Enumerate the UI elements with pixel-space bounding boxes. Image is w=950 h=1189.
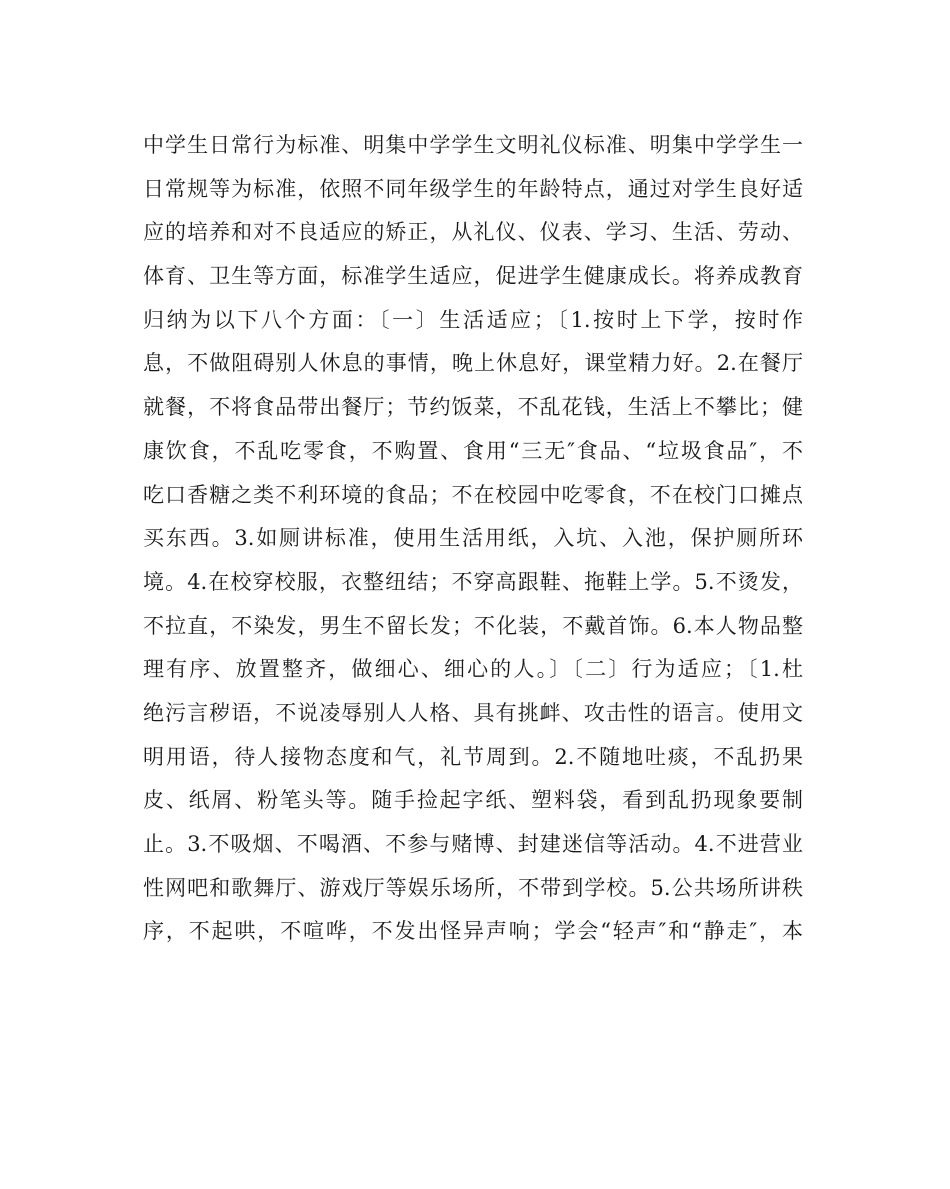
text-line-16: 皮、纸屑、粉笔头等。随手捡起字纸、塑料袋，看到乱扔现象要制 — [143, 788, 803, 813]
text-line-2: 日常规等为标准，依照不同年级学生的年龄特点，通过对学生良好适 — [143, 176, 803, 201]
text-line-15: 明用语，待人接物态度和气，礼节周到。2.不随地吐痰，不乱扔果 — [143, 744, 803, 769]
body-text — [143, 124, 803, 954]
text-line-5: 归纳为以下八个方面：〔一〕生活适应；〔1.按时上下学，按时作 — [143, 307, 803, 332]
text-line-14: 绝污言秽语，不说凌辱别人人格、具有挑衅、攻击性的语言。使用文 — [143, 700, 803, 725]
text-line-6: 息，不做阻碍别人休息的事情，晚上休息好，课堂精力好。2.在餐厅 — [143, 351, 803, 376]
text-line-9: 吃口香糖之类不利环境的食品；不在校园中吃零食，不在校门口摊点 — [143, 482, 803, 507]
text-line-11: 境。4.在校穿校服，衣整纽结；不穿高跟鞋、拖鞋上学。5.不烫发， — [143, 569, 803, 594]
text-line-7: 就餐，不将食品带出餐厅；节约饭菜，不乱花钱，生活上不攀比；健 — [143, 395, 803, 420]
text-line-13: 理有序、放置整齐，做细心、细心的人。〕〔二〕行为适应；〔1.杜 — [143, 657, 803, 682]
text-line-18: 性网吧和歌舞厅、游戏厅等娱乐场所，不带到学校。5.公共场所讲秩 — [143, 875, 803, 900]
text-line-10: 买东西。3.如厕讲标准，使用生活用纸，入坑、入池，保护厕所环 — [143, 526, 803, 551]
text-line-1: 中学生日常行为标准、明集中学学生文明礼仪标准、明集中学学生一 — [143, 133, 803, 157]
text-line-8: 康饮食，不乱吃零食，不购置、食用“三无″食品、“垃圾食品″，不 — [143, 438, 803, 463]
text-line-12: 不拉直，不染发，男生不留长发；不化装，不戴首饰。6.本人物品整 — [143, 613, 803, 638]
text-line-4: 体育、卫生等方面，标准学生适应，促进学生健康成长。将养成教育 — [143, 264, 803, 289]
text-line-19: 序，不起哄，不喧哗，不发出怪异声响；学会“轻声″和“静走″，本 — [143, 919, 803, 944]
text-line-3: 应的培养和对不良适应的矫正，从礼仪、仪表、学习、生活、劳动、 — [143, 220, 803, 245]
text-line-17: 止。3.不吸烟、不喝酒、不参与赌博、封建迷信等活动。4.不进营业 — [143, 832, 803, 856]
